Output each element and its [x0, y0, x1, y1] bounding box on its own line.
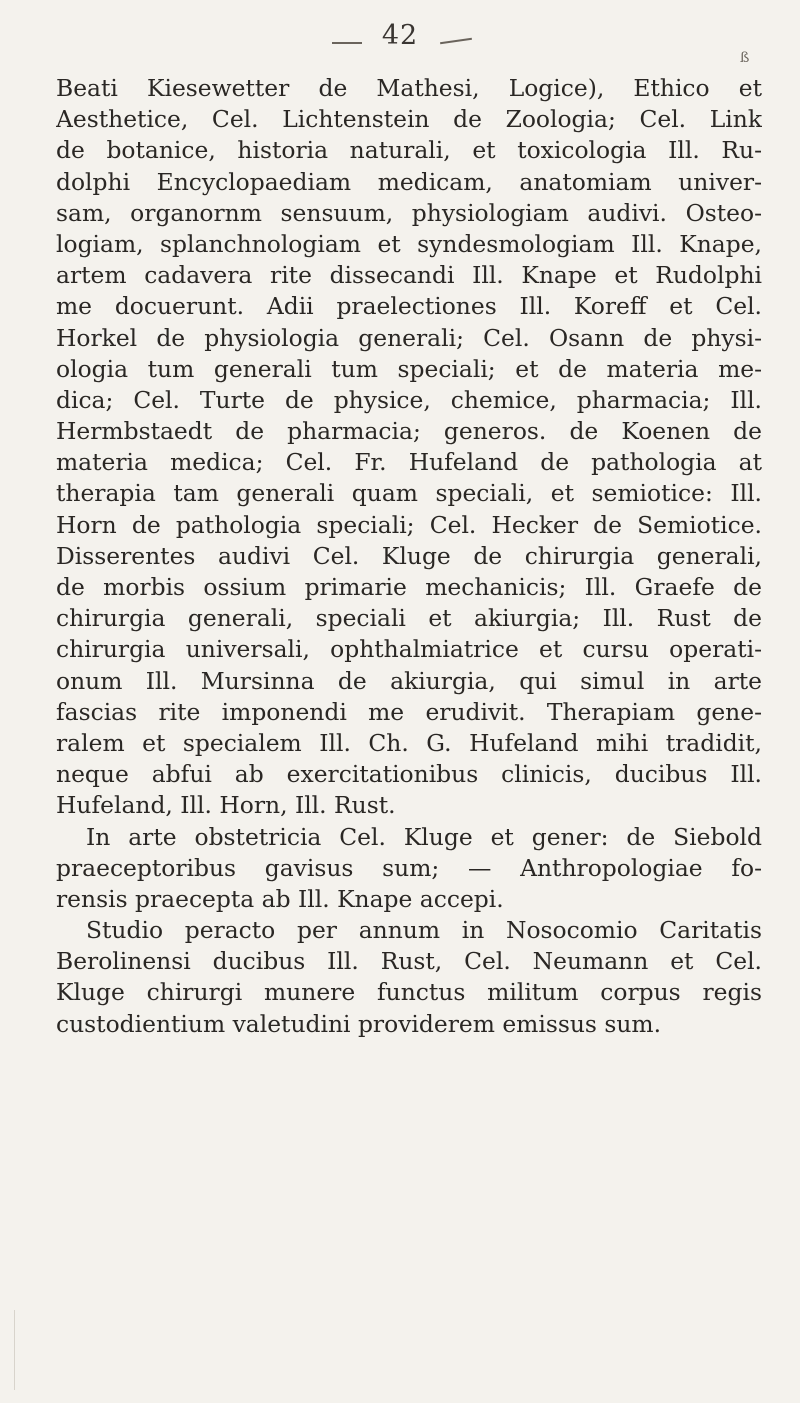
- text-line: ologia tum generali tum speciali; et de materia me-: [56, 354, 762, 383]
- corner-mark: ß: [740, 50, 750, 66]
- text-line: Kluge chirurgi munere functus militum corpus regis: [56, 978, 762, 1007]
- text-line: Horkel de physiologia generali; Cel. Osann de physi-: [56, 323, 762, 352]
- text-line: sam, organornm sensuum, physiologiam audivi. Osteo-: [56, 198, 762, 227]
- text-line: artem cadavera rite dissecandi Ill. Knape et Rudolphi: [56, 261, 762, 290]
- text-line: rensis praecepta ab Ill. Knape accepi.: [56, 884, 504, 913]
- text-line: In arte obstetricia Cel. Kluge et gener: de Siebold: [86, 822, 762, 851]
- text-line: Beati Kiesewetter de Mathesi, Logice), Ethico et: [56, 74, 762, 102]
- text-line: materia medica; Cel. Fr. Hufeland de pathologia at: [56, 448, 762, 477]
- text-line: custodientium valetudini providerem emissus sum.: [56, 1009, 662, 1038]
- text-line: onum Ill. Mursinna de akiurgia, qui simul in arte: [56, 666, 762, 695]
- text-line: de botanice, historia naturali, et toxicologia Ill. Ru-: [56, 136, 762, 165]
- text-line: ralem et specialem Ill. Ch. G. Hufeland mihi tradidit,: [56, 728, 762, 757]
- text-line: praeceptoribus gavisus sum; — Anthropologiae fo-: [56, 853, 762, 882]
- page-header: [0, 14, 800, 64]
- text-line: de morbis ossium primarie mechanicis; Ill. Graefe de: [56, 573, 762, 601]
- text-line: Horn de pathologia speciali; Cel. Hecker de Semiotice.: [56, 510, 762, 539]
- page-number: 42: [381, 20, 419, 51]
- text-line: fascias rite imponendi me erudivit. Therapiam gene-: [56, 697, 762, 726]
- text-line: Disserentes audivi Cel. Kluge de chirurgia generali,: [56, 541, 762, 570]
- text-line: logiam, splanchnologiam et syndesmologiam Ill. Knape,: [56, 229, 762, 258]
- margin-rule: [14, 1310, 15, 1390]
- text-line: Berolinensi ducibus Ill. Rust, Cel. Neumann et Cel.: [56, 947, 762, 976]
- text-line: me docuerunt. Adii praelectiones Ill. Koreff et Cel.: [56, 292, 762, 321]
- text-line: Aesthetice, Cel. Lichtenstein de Zoologia; Cel. Link: [56, 105, 762, 134]
- text-line: chirurgia generali, speciali et akiurgia; Ill. Rust de: [56, 604, 762, 633]
- text-line: dica; Cel. Turte de physice, chemice, pharmacia; Ill.: [56, 385, 762, 414]
- text-line: dolphi Encyclopaediam medicam, anatomiam univer-: [56, 167, 762, 196]
- text-line: Studio peracto per annum in Nosocomio Caritatis: [86, 916, 762, 945]
- text-line: neque abfui ab exercitationibus clinicis, ducibus Ill.: [56, 760, 762, 789]
- text-line: chirurgia universali, ophthalmiatrice et cursu operati-: [56, 635, 762, 664]
- text-line: Hermbstaedt de pharmacia; generos. de Koenen de: [56, 417, 762, 446]
- text-line: therapia tam generali quam speciali, et semiotice: Ill.: [56, 479, 762, 508]
- text-line: Hufeland, Ill. Horn, Ill. Rust.: [56, 791, 396, 820]
- body-text: [56, 73, 762, 1040]
